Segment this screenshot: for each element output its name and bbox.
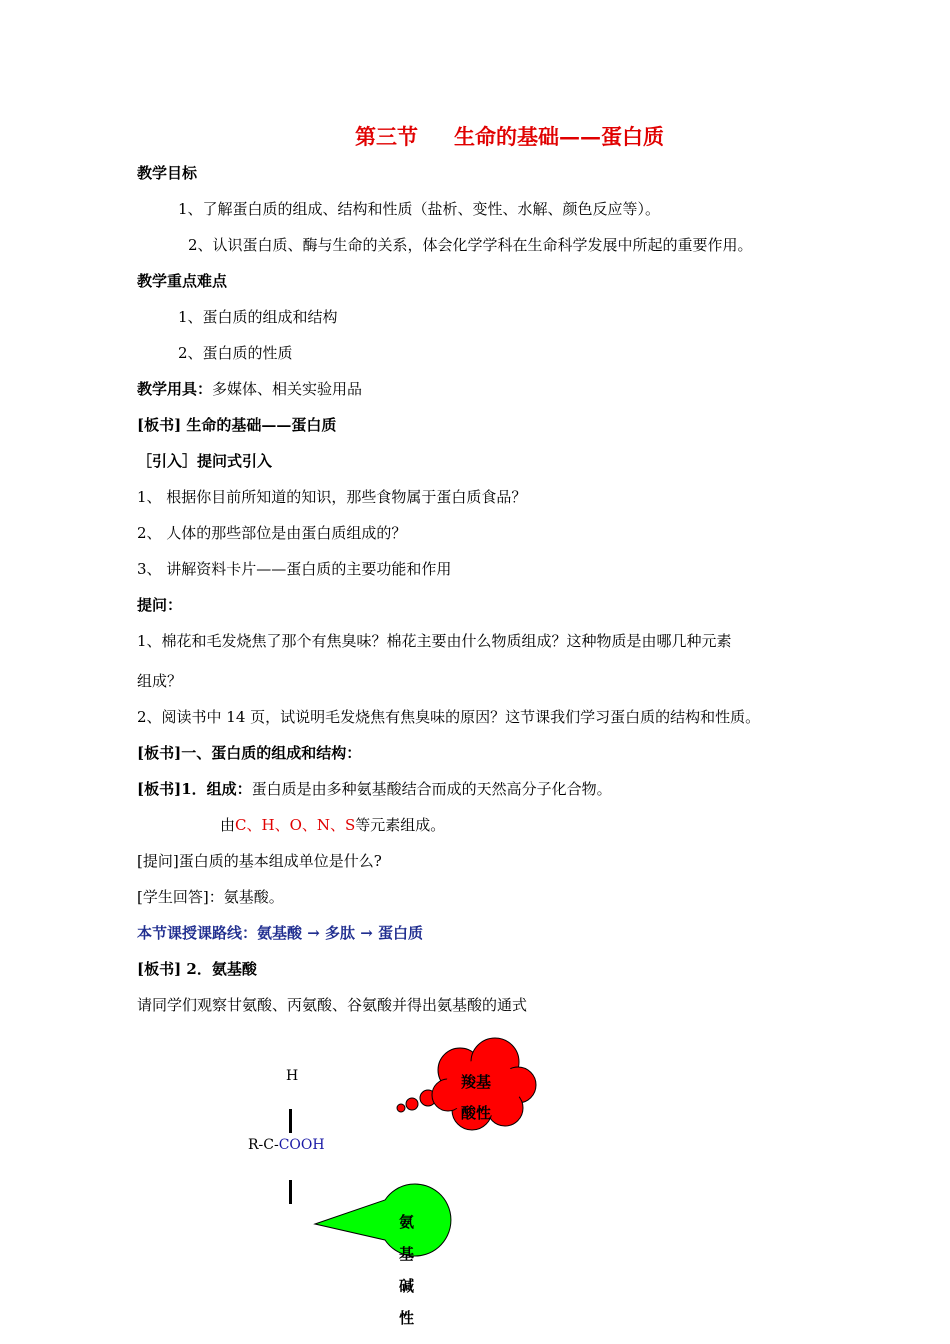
section-name: 生命的基础——蛋白质 (454, 124, 664, 149)
bond-top (289, 1109, 292, 1133)
carboxyl-label: 羧基 (461, 1073, 492, 1091)
intro-question-1: 1、 根据你目前所知道的知识，那些食物属于蛋白质食品？ (137, 488, 527, 506)
amino-char-3: 碱 (399, 1277, 415, 1295)
board-title: [板书] 生命的基础——蛋白质 (137, 416, 337, 434)
observe-instruction: 请同学们观察甘氨酸、丙氨酸、谷氨酸并得出氨基酸的通式 (137, 996, 528, 1014)
board-composition-label: [板书]1．组成： (137, 780, 252, 798)
amino-char-1: 氨 (399, 1213, 415, 1231)
heading-objectives: 教学目标 (137, 164, 198, 182)
board-composition-text: 蛋白质是由多种氨基酸结合而成的天然高分子化合物。 (251, 780, 612, 798)
board-amino-acid: [板书] 2．氨基酸 (137, 960, 257, 978)
elements-pre: 由 (220, 816, 236, 834)
objective-1: 1、了解蛋白质的组成、结构和性质（盐析、变性、水解、颜色反应等）。 (178, 200, 661, 218)
teaching-tools-value: 多媒体、相关实验用品 (212, 380, 363, 398)
ask-question-2: 2、阅读书中 14 页，试说明毛发烧焦有焦臭味的原因？这节课我们学习蛋白质的结构和性质。 (137, 708, 761, 726)
question-unit: [提问]蛋白质的基本组成单位是什么? (137, 852, 382, 870)
formula-rc (248, 1137, 325, 1153)
amino-char-4: 性 (399, 1309, 415, 1327)
acidic-label: 酸性 (461, 1104, 492, 1122)
ask-label: 提问： (137, 596, 183, 614)
formula-cooh: COOH (278, 1137, 325, 1153)
intro-question-2: 2、 人体的那些部位是由蛋白质组成的？ (137, 524, 407, 542)
amino-char-2: 基 (399, 1245, 415, 1263)
section-number: 第三节 (355, 124, 418, 149)
student-answer: [学生回答]：氨基酸。 (137, 888, 284, 906)
bond-bottom (289, 1180, 292, 1204)
formula-rc-text: R-C- (248, 1137, 279, 1153)
formula-h: H (286, 1068, 299, 1084)
elements-list: C、H、O、N、S (235, 816, 356, 834)
elements-post: 等元素组成。 (355, 816, 446, 834)
board-structure: [板书]一、蛋白质的组成和结构： (137, 744, 362, 762)
lesson-route: 本节课授课路线：氨基酸 → 多肽 → 蛋白质 (137, 924, 424, 942)
ask-question-1b: 组成？ (137, 672, 183, 690)
intro-question-3: 3、 讲解资料卡片——蛋白质的主要功能和作用 (137, 560, 452, 578)
teaching-tools-label: 教学用具： (137, 380, 213, 398)
key-point-1: 1、蛋白质的组成和结构 (178, 308, 338, 326)
ask-question-1a: 1、棉花和毛发烧焦了那个有焦臭味？棉花主要由什么物质组成？这种物质是由哪几种元素 (137, 632, 732, 650)
intro-label: ［引入］提问式引入 (137, 452, 273, 470)
objective-2: 2、认识蛋白质、酶与生命的关系，体会化学学科在生命科学发展中所起的重要作用。 (188, 236, 753, 254)
heading-key-points: 教学重点难点 (137, 272, 228, 290)
key-point-2: 2、蛋白质的性质 (178, 344, 293, 362)
amino-callout (315, 1184, 451, 1256)
